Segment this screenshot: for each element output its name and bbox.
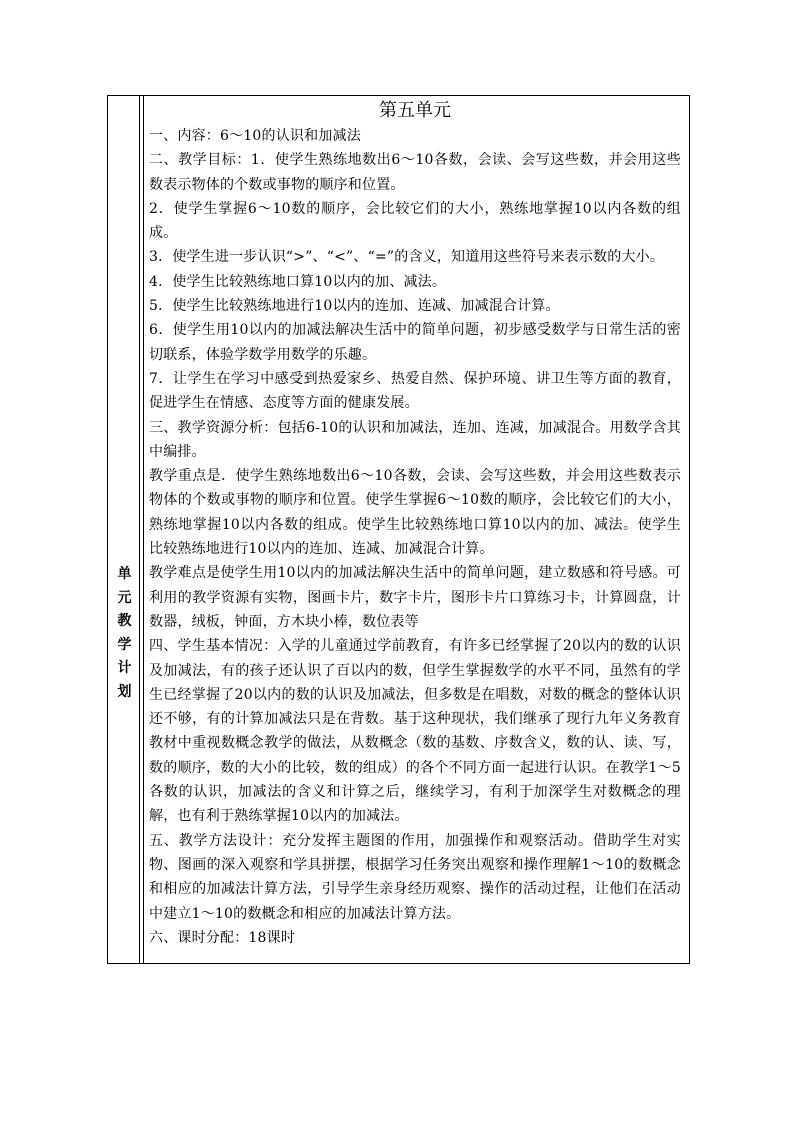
content-paragraph: 二、教学目标：1．使学生熟练地数出6～10各数，会读、会写这些数，并会用这些数表示物体的个数或事物的顺序和位置。: [149, 152, 681, 193]
content-cell: [144, 96, 689, 963]
content-paragraph: 三、教学资源分析：包括6-10的认识和加减法，连加、连减，加减混合。用数学含其中编排。: [149, 419, 681, 460]
unit-title: 第五单元: [379, 100, 451, 121]
content-paragraph: 7．让学生在学习中感受到热爱家乡、热爱自然、保护环境、讲卫生等方面的教育，促进学生在情感、态度等方面的健康发展。: [149, 370, 681, 412]
content-paragraph: 2．使学生掌握6～10数的顺序，会比较它们的大小，熟练地掌握10以内各数的组成。: [149, 200, 681, 242]
side-label-char: 计: [117, 660, 132, 676]
content-paragraph: 3．使学生进一步认识“>”、“<”、“=”的含义，知道用这些符号来表示数的大小。: [149, 249, 665, 266]
content-paragraph: 六、课时分配：18课时: [149, 929, 296, 946]
side-cell-divider: [139, 96, 140, 963]
content-paragraph: 五、教学方法设计：充分发挥主题图的作用，加强操作和观察活动。借助学生对实物、图画的深入观察和学具拼摆，根据学习任务突出观察和操作理解1～10的数概念和相应的加减法计算方法，引导学生亲身经历观察、操作的活动过程，让他们在活动中建立1～10的数概念和相应的加减法计算方法。: [149, 832, 681, 922]
content-paragraph: 4．使学生比较熟练地口算10以内的加、减法。: [149, 273, 447, 290]
side-label-char: 单: [117, 566, 132, 582]
side-label-char: 划: [117, 683, 132, 700]
side-label-char: 元: [117, 589, 132, 606]
side-label-cell: [108, 96, 144, 963]
content-paragraph: 一、内容：6～10的认识和加减法: [149, 128, 361, 144]
content-paragraph: 教学重点是．使学生熟练地数出6～10各数，会读、会写这些数，并会用这些数表示物体的个数或事物的顺序和位置。使学生掌握6～10数的顺序，会比较它们的大小，熟练地掌握10以内各数的组成。使学生比较熟练地口算10以内的加、减法。使学生比较熟练地进行10以内的连加、连减、加减混合计算。: [149, 468, 681, 558]
side-label-char: 学: [117, 636, 132, 653]
side-label: [108, 563, 141, 704]
unit-plan-table: [107, 95, 690, 964]
content-paragraph: 6．使学生用10以内的加减法解决生活中的简单问题，初步感受数学与日常生活的密切联系，体验学数学用数学的乐趣。: [149, 322, 681, 363]
content-paragraph: 四、学生基本情况：入学的儿童通过学前教育，有许多已经掌握了20以内的数的认识及加减法，有的孩子还认识了百以内的数，但学生掌握数学的水平不同，虽然有的学生已经掌握了20以内的数的认识及加减法，但多数是在唱数，对数的概念的整体认识还不够，有的计算加减法只是在背数。基于这种现状，我们继承了现行九年义务教育教材中重视数概念教学的做法，从数概念（数的基数、序数含义，数的认、读、写，数的顺序，数的大小的比较，数的组成）的各个不同方面一起进行认识。在教学1～5各数的认识，加减法的含义和计算之后，继续学习，有利于加深学生对数概念的理解，也有利于熟练掌握10以内的加减法。: [149, 638, 681, 825]
content-paragraph: 教学难点是使学生用10以内的加减法解决生活中的简单问题，建立数感和符号感。可利用的教学资源有实物，图画卡片，数字卡片，图形卡片口算练习卡，计算圆盘，计数器，绒板，钟面，方木块小棒，数位表等: [149, 565, 681, 630]
content-paragraph: 5．使学生比较熟练地进行10以内的连加、连减、加减混合计算。: [149, 298, 560, 315]
side-label-char: 教: [117, 613, 132, 629]
